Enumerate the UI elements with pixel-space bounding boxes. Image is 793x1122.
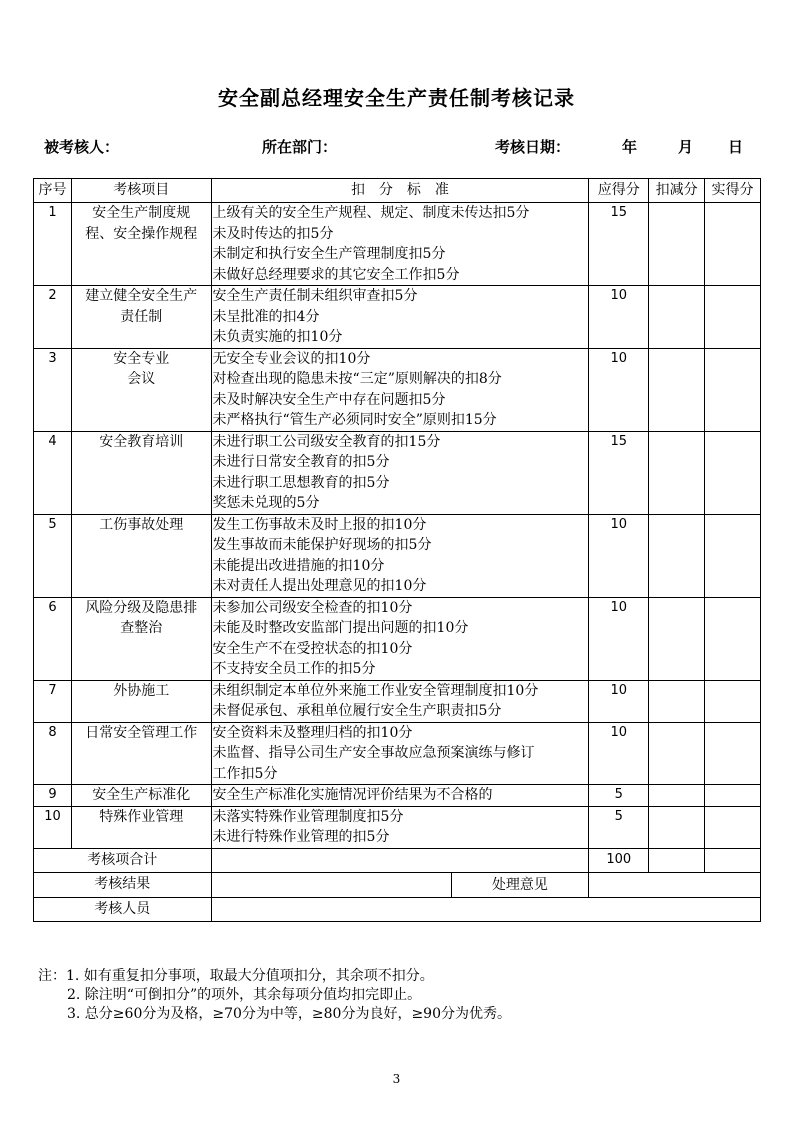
criteria-line: 未严格执行“管生产必须同时安全”原则扣15分 xyxy=(212,412,497,428)
row-criteria xyxy=(211,348,589,431)
table-body xyxy=(34,203,761,849)
row-score: 5 xyxy=(589,785,649,807)
row-item xyxy=(71,785,211,807)
table-row xyxy=(34,722,761,785)
document-title: 安全副总经理安全生产责任制考核记录 xyxy=(218,86,575,110)
header-item: 考核项目 xyxy=(71,179,211,203)
row-item-line: 安全生产标准化 xyxy=(92,787,191,803)
criteria-line: 未落实特殊作业管理制度扣5分 xyxy=(212,808,404,825)
table-row xyxy=(34,431,761,514)
row-deduct-cell xyxy=(649,348,705,431)
row-criteria xyxy=(211,286,589,349)
note-2: 2. 除注明“可倒扣分”的项外，其余每项分值均扣完即止。 xyxy=(67,987,422,1003)
row-actual-cell xyxy=(705,597,761,680)
result-cell xyxy=(211,872,589,897)
row-criteria xyxy=(211,680,589,722)
opinion-label: 处理意见 xyxy=(491,876,548,893)
assessment-table xyxy=(33,178,761,922)
row-item xyxy=(71,286,211,349)
row-item xyxy=(71,806,211,848)
examinee-label: 被考核人： xyxy=(44,138,120,156)
row-deduct-cell xyxy=(649,203,705,286)
row-item-line: 查整治 xyxy=(120,620,163,636)
total-row xyxy=(34,848,761,872)
row-actual-cell xyxy=(705,785,761,807)
row-score: 15 xyxy=(589,431,649,514)
staff-label: 考核人员 xyxy=(34,897,212,921)
total-value: 100 xyxy=(589,848,649,872)
row-number: 5 xyxy=(34,514,72,597)
header-no: 序号 xyxy=(34,179,72,203)
criteria-line: 未监督、指导公司生产安全事故应急预案演练与修订 xyxy=(212,745,535,761)
criteria-line: 安全资料未及整理归档的扣10分 xyxy=(212,724,413,741)
row-score: 5 xyxy=(589,806,649,848)
header-criteria: 扣 分 标 准 xyxy=(211,179,589,203)
row-number: 4 xyxy=(34,431,72,514)
result-value-cell xyxy=(212,873,452,897)
notes xyxy=(38,967,511,1024)
row-number: 9 xyxy=(34,785,72,807)
header-actual: 实得分 xyxy=(705,179,761,203)
table-row xyxy=(34,203,761,286)
criteria-line: 未参加公司级安全检查的扣10分 xyxy=(212,599,413,616)
criteria-line: 安全生产不在受控状态的扣10分 xyxy=(212,640,413,657)
table-row xyxy=(34,514,761,597)
result-label: 考核结果 xyxy=(34,872,212,897)
row-item-line: 安全教育培训 xyxy=(99,433,184,450)
row-deduct-cell xyxy=(649,680,705,722)
criteria-line: 未制定和执行安全生产管理制度扣5分 xyxy=(212,246,446,262)
row-criteria xyxy=(211,722,589,785)
criteria-line: 对检查出现的隐患未按“三定”原则解决的扣8分 xyxy=(212,371,502,387)
criteria-line: 发生工伤事故未及时上报的扣10分 xyxy=(212,516,427,533)
row-item-line: 特殊作业管理 xyxy=(99,808,184,825)
row-item-line: 日常安全管理工作 xyxy=(85,724,198,741)
row-actual-cell xyxy=(705,286,761,349)
row-criteria xyxy=(211,597,589,680)
table-row xyxy=(34,785,761,807)
row-deduct-cell xyxy=(649,806,705,848)
row-item-line: 安全专业 xyxy=(113,350,170,367)
row-item-line: 建立健全安全生产 xyxy=(85,288,198,304)
row-item-line: 责任制 xyxy=(120,308,163,325)
criteria-line: 奖惩未兑现的5分 xyxy=(212,495,320,511)
day-label: 日 xyxy=(728,138,744,156)
row-actual-cell xyxy=(705,348,761,431)
row-item-line: 程、安全操作规程 xyxy=(85,225,198,242)
header-deduct: 扣减分 xyxy=(649,179,705,203)
row-item-line: 会议 xyxy=(127,371,156,387)
staff-row xyxy=(34,897,761,921)
criteria-line: 未督促承包、承租单位履行安全生产职责扣5分 xyxy=(212,703,502,719)
row-item xyxy=(71,203,211,286)
row-actual-cell xyxy=(705,680,761,722)
row-deduct-cell xyxy=(649,514,705,597)
page-number: 3 xyxy=(392,1072,401,1086)
row-number: 1 xyxy=(34,203,72,286)
criteria-line: 未做好总经理要求的其它安全工作扣5分 xyxy=(212,266,460,283)
row-number: 8 xyxy=(34,722,72,785)
criteria-line: 未进行日常安全教育的扣5分 xyxy=(212,454,390,470)
table-row xyxy=(34,348,761,431)
row-item xyxy=(71,514,211,597)
row-item xyxy=(71,431,211,514)
table-row xyxy=(34,806,761,848)
row-score: 15 xyxy=(589,203,649,286)
criteria-line: 无安全专业会议的扣10分 xyxy=(212,350,371,367)
opinion-value-cell xyxy=(589,872,761,897)
row-deduct-cell xyxy=(649,431,705,514)
row-number: 10 xyxy=(34,806,72,848)
criteria-line: 未负责实施的扣10分 xyxy=(212,329,343,345)
criteria-line: 工作扣5分 xyxy=(212,765,278,782)
criteria-line: 未进行职工思想教育的扣5分 xyxy=(212,474,390,491)
result-row xyxy=(34,872,761,897)
row-item-line: 工伤事故处理 xyxy=(99,516,184,533)
row-actual-cell xyxy=(705,203,761,286)
row-deduct-cell xyxy=(649,597,705,680)
month-label: 月 xyxy=(678,138,694,156)
criteria-line: 未进行职工公司级安全教育的扣15分 xyxy=(212,433,441,450)
criteria-line: 不支持安全员工作的扣5分 xyxy=(212,661,376,677)
total-deduct-cell xyxy=(649,848,705,872)
row-score: 10 xyxy=(589,597,649,680)
total-actual-cell xyxy=(705,848,761,872)
row-criteria xyxy=(211,514,589,597)
row-actual-cell xyxy=(705,806,761,848)
row-number: 3 xyxy=(34,348,72,431)
criteria-line: 上级有关的安全生产规程、规定、制度未传达扣5分 xyxy=(212,205,530,221)
criteria-line: 未组织制定本单位外来施工作业安全管理制度扣10分 xyxy=(212,682,539,699)
row-item-line: 外协施工 xyxy=(113,682,170,699)
criteria-line: 未能及时整改安监部门提出问题的扣10分 xyxy=(212,620,469,636)
year-label: 年 xyxy=(622,138,638,156)
row-criteria xyxy=(211,785,589,807)
row-actual-cell xyxy=(705,514,761,597)
table-row xyxy=(34,680,761,722)
criteria-line: 未及时传达的扣5分 xyxy=(212,225,334,242)
row-criteria xyxy=(211,431,589,514)
row-number: 6 xyxy=(34,597,72,680)
row-item-line: 风险分级及隐患排 xyxy=(85,599,198,616)
criteria-line: 安全生产责任制未组织审查扣5分 xyxy=(212,288,418,304)
row-item xyxy=(71,680,211,722)
row-item-line: 安全生产制度规 xyxy=(92,205,191,221)
row-item xyxy=(71,597,211,680)
note-3: 3. 总分≥60分为及格，≥70分为中等，≥80分为良好，≥90分为优秀。 xyxy=(67,1006,511,1022)
row-criteria xyxy=(211,806,589,848)
department-label: 所在部门： xyxy=(262,138,338,156)
header-score: 应得分 xyxy=(589,179,649,203)
row-score: 10 xyxy=(589,348,649,431)
row-number: 7 xyxy=(34,680,72,722)
row-number: 2 xyxy=(34,286,72,349)
criteria-line: 未能提出改进措施的扣10分 xyxy=(212,557,385,574)
note-1: 注：1. 如有重复扣分事项，取最大分值项扣分，其余项不扣分。 xyxy=(38,968,434,984)
row-deduct-cell xyxy=(649,785,705,807)
row-actual-cell xyxy=(705,431,761,514)
row-criteria xyxy=(211,203,589,286)
criteria-line: 发生事故而未能保护好现场的扣5分 xyxy=(212,537,432,553)
criteria-line: 安全生产标准化实施情况评价结果为不合格的 xyxy=(212,787,493,803)
total-criteria-cell xyxy=(211,848,589,872)
row-deduct-cell xyxy=(649,286,705,349)
table-header-row xyxy=(34,179,761,203)
row-score: 10 xyxy=(589,514,649,597)
row-item xyxy=(71,722,211,785)
row-score: 10 xyxy=(589,286,649,349)
criteria-line: 未呈批准的扣4分 xyxy=(212,308,320,325)
row-deduct-cell xyxy=(649,722,705,785)
table-row xyxy=(34,286,761,349)
criteria-line: 未对责任人提出处理意见的扣10分 xyxy=(212,578,427,594)
criteria-line: 未进行特殊作业管理的扣5分 xyxy=(212,829,390,845)
row-item xyxy=(71,348,211,431)
table-row xyxy=(34,597,761,680)
row-actual-cell xyxy=(705,722,761,785)
total-label: 考核项合计 xyxy=(34,848,212,872)
row-score: 10 xyxy=(589,722,649,785)
row-score: 10 xyxy=(589,680,649,722)
criteria-line: 未及时解决安全生产中存在问题扣5分 xyxy=(212,391,446,408)
date-label: 考核日期： xyxy=(495,138,571,156)
staff-value-cell xyxy=(211,897,760,921)
